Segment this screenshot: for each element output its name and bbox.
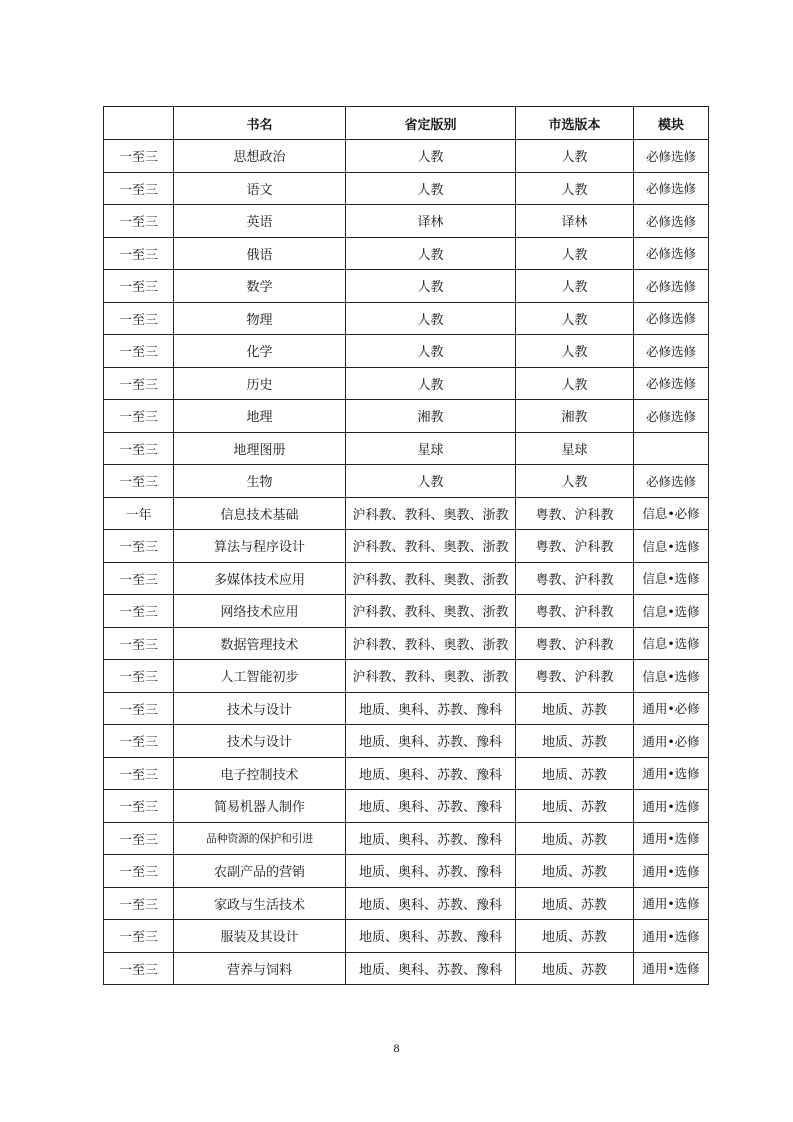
cell-city-edition: 地质、苏教 [516, 757, 634, 790]
cell-book-name: 地理图册 [174, 432, 346, 465]
table-row [104, 237, 709, 270]
cell-grade: 一至三 [104, 367, 174, 400]
cell-provincial-edition: 沪科教、教科、奥教、浙教 [346, 562, 516, 595]
cell-city-edition: 人教 [516, 302, 634, 335]
cell-grade: 一至三 [104, 335, 174, 368]
cell-grade: 一至三 [104, 595, 174, 628]
cell-city-edition: 地质、苏教 [516, 725, 634, 758]
cell-book-name: 思想政治 [174, 140, 346, 173]
cell-city-edition: 地质、苏教 [516, 952, 634, 985]
cell-provincial-edition: 人教 [346, 302, 516, 335]
cell-grade: 一至三 [104, 627, 174, 660]
cell-city-edition: 人教 [516, 237, 634, 270]
table-row [104, 140, 709, 173]
cell-city-edition: 粤教、沪科教 [516, 595, 634, 628]
cell-grade: 一至三 [104, 172, 174, 205]
cell-grade: 一年 [104, 497, 174, 530]
cell-grade: 一至三 [104, 140, 174, 173]
cell-grade: 一至三 [104, 465, 174, 498]
table-row [104, 400, 709, 433]
cell-city-edition: 粤教、沪科教 [516, 497, 634, 530]
table-row [104, 367, 709, 400]
table-row [104, 172, 709, 205]
cell-module [634, 432, 709, 465]
table-body [104, 140, 709, 985]
cell-city-edition: 人教 [516, 367, 634, 400]
cell-grade: 一至三 [104, 530, 174, 563]
table-row [104, 205, 709, 238]
cell-grade: 一至三 [104, 237, 174, 270]
cell-city-edition: 地质、苏教 [516, 887, 634, 920]
table-row [104, 692, 709, 725]
cell-city-edition: 人教 [516, 270, 634, 303]
cell-module: 信息•选修 [634, 562, 709, 595]
cell-book-name: 英语 [174, 205, 346, 238]
cell-book-name: 简易机器人制作 [174, 790, 346, 823]
table-row [104, 952, 709, 985]
cell-module: 通用•选修 [634, 757, 709, 790]
cell-book-name: 信息技术基础 [174, 497, 346, 530]
cell-grade: 一至三 [104, 920, 174, 953]
cell-module: 必修选修 [634, 172, 709, 205]
cell-module: 信息•选修 [634, 595, 709, 628]
cell-provincial-edition: 人教 [346, 335, 516, 368]
cell-module: 必修选修 [634, 237, 709, 270]
cell-module: 信息•必修 [634, 497, 709, 530]
cell-module: 必修选修 [634, 302, 709, 335]
cell-provincial-edition: 地质、奥科、苏教、豫科 [346, 725, 516, 758]
table-row [104, 887, 709, 920]
cell-provincial-edition: 地质、奥科、苏教、豫科 [346, 692, 516, 725]
cell-provincial-edition: 人教 [346, 172, 516, 205]
cell-book-name: 营养与饲料 [174, 952, 346, 985]
cell-city-edition: 译林 [516, 205, 634, 238]
cell-provincial-edition: 沪科教、教科、奥教、浙教 [346, 595, 516, 628]
cell-grade: 一至三 [104, 205, 174, 238]
table-row [104, 497, 709, 530]
cell-grade: 一至三 [104, 855, 174, 888]
cell-provincial-edition: 人教 [346, 270, 516, 303]
cell-city-edition: 人教 [516, 172, 634, 205]
cell-module: 通用•必修 [634, 725, 709, 758]
cell-provincial-edition: 人教 [346, 140, 516, 173]
cell-module: 通用•选修 [634, 790, 709, 823]
page-number: 8 [393, 1041, 400, 1055]
cell-grade: 一至三 [104, 757, 174, 790]
cell-provincial-edition: 星球 [346, 432, 516, 465]
cell-city-edition: 粤教、沪科教 [516, 627, 634, 660]
cell-city-edition: 星球 [516, 432, 634, 465]
cell-book-name: 家政与生活技术 [174, 887, 346, 920]
cell-module: 必修选修 [634, 140, 709, 173]
cell-city-edition: 粤教、沪科教 [516, 530, 634, 563]
cell-module: 通用•选修 [634, 920, 709, 953]
cell-grade: 一至三 [104, 887, 174, 920]
cell-module: 必修选修 [634, 465, 709, 498]
cell-book-name: 品种资源的保护和引进 [174, 822, 346, 855]
cell-provincial-edition: 地质、奥科、苏教、豫科 [346, 757, 516, 790]
cell-city-edition: 湘教 [516, 400, 634, 433]
table-row [104, 465, 709, 498]
cell-module: 通用•选修 [634, 952, 709, 985]
cell-grade: 一至三 [104, 952, 174, 985]
cell-book-name: 算法与程序设计 [174, 530, 346, 563]
cell-book-name: 化学 [174, 335, 346, 368]
cell-book-name: 俄语 [174, 237, 346, 270]
table-row [104, 757, 709, 790]
cell-book-name: 服装及其设计 [174, 920, 346, 953]
table-row [104, 335, 709, 368]
table-header-row [104, 107, 709, 140]
cell-module: 信息•选修 [634, 660, 709, 693]
cell-provincial-edition: 湘教 [346, 400, 516, 433]
cell-module: 信息•选修 [634, 530, 709, 563]
header-city-edition: 市选版本 [516, 107, 634, 140]
table-row [104, 627, 709, 660]
table-row [104, 790, 709, 823]
cell-book-name: 技术与设计 [174, 725, 346, 758]
cell-book-name: 多媒体技术应用 [174, 562, 346, 595]
cell-book-name: 电子控制技术 [174, 757, 346, 790]
cell-city-edition: 粤教、沪科教 [516, 660, 634, 693]
cell-book-name: 人工智能初步 [174, 660, 346, 693]
cell-city-edition: 人教 [516, 140, 634, 173]
cell-city-edition: 人教 [516, 465, 634, 498]
cell-book-name: 网络技术应用 [174, 595, 346, 628]
cell-grade: 一至三 [104, 400, 174, 433]
cell-grade: 一至三 [104, 432, 174, 465]
cell-book-name: 生物 [174, 465, 346, 498]
cell-city-edition: 地质、苏教 [516, 692, 634, 725]
header-module: 模块 [634, 107, 709, 140]
cell-provincial-edition: 沪科教、教科、奥教、浙教 [346, 627, 516, 660]
cell-book-name: 数学 [174, 270, 346, 303]
cell-city-edition: 人教 [516, 335, 634, 368]
header-provincial-edition: 省定版别 [346, 107, 516, 140]
cell-provincial-edition: 地质、奥科、苏教、豫科 [346, 887, 516, 920]
cell-book-name: 物理 [174, 302, 346, 335]
cell-module: 通用•必修 [634, 692, 709, 725]
cell-provincial-edition: 地质、奥科、苏教、豫科 [346, 920, 516, 953]
cell-module: 通用•选修 [634, 855, 709, 888]
header-grade [104, 107, 174, 140]
cell-book-name: 数据管理技术 [174, 627, 346, 660]
cell-provincial-edition: 地质、奥科、苏教、豫科 [346, 822, 516, 855]
cell-provincial-edition: 人教 [346, 237, 516, 270]
cell-grade: 一至三 [104, 725, 174, 758]
cell-grade: 一至三 [104, 660, 174, 693]
cell-grade: 一至三 [104, 270, 174, 303]
cell-book-name: 语文 [174, 172, 346, 205]
cell-grade: 一至三 [104, 822, 174, 855]
table-row [104, 302, 709, 335]
cell-provincial-edition: 译林 [346, 205, 516, 238]
table-row [104, 270, 709, 303]
cell-grade: 一至三 [104, 562, 174, 595]
table-row [104, 725, 709, 758]
cell-module: 必修选修 [634, 335, 709, 368]
cell-city-edition: 地质、苏教 [516, 920, 634, 953]
cell-module: 必修选修 [634, 400, 709, 433]
cell-provincial-edition: 地质、奥科、苏教、豫科 [346, 855, 516, 888]
textbook-table [103, 106, 709, 985]
cell-provincial-edition: 沪科教、教科、奥教、浙教 [346, 530, 516, 563]
table-row [104, 920, 709, 953]
table-row [104, 660, 709, 693]
cell-module: 必修选修 [634, 367, 709, 400]
cell-book-name: 历史 [174, 367, 346, 400]
table-row [104, 530, 709, 563]
cell-book-name: 技术与设计 [174, 692, 346, 725]
table-row [104, 562, 709, 595]
cell-module: 通用•选修 [634, 822, 709, 855]
cell-module: 必修选修 [634, 205, 709, 238]
cell-book-name: 地理 [174, 400, 346, 433]
cell-grade: 一至三 [104, 302, 174, 335]
cell-module: 信息•选修 [634, 627, 709, 660]
cell-city-edition: 地质、苏教 [516, 790, 634, 823]
header-book-name: 书名 [174, 107, 346, 140]
table-row [104, 432, 709, 465]
cell-module: 通用•选修 [634, 887, 709, 920]
cell-city-edition: 地质、苏教 [516, 822, 634, 855]
table-row [104, 822, 709, 855]
cell-provincial-edition: 沪科教、教科、奥教、浙教 [346, 497, 516, 530]
cell-provincial-edition: 人教 [346, 465, 516, 498]
cell-city-edition: 地质、苏教 [516, 855, 634, 888]
cell-module: 必修选修 [634, 270, 709, 303]
cell-provincial-edition: 地质、奥科、苏教、豫科 [346, 952, 516, 985]
cell-book-name: 农副产品的营销 [174, 855, 346, 888]
table-row [104, 595, 709, 628]
cell-provincial-edition: 沪科教、教科、奥教、浙教 [346, 660, 516, 693]
cell-provincial-edition: 地质、奥科、苏教、豫科 [346, 790, 516, 823]
cell-grade: 一至三 [104, 790, 174, 823]
cell-city-edition: 粤教、沪科教 [516, 562, 634, 595]
table-row [104, 855, 709, 888]
cell-grade: 一至三 [104, 692, 174, 725]
cell-provincial-edition: 人教 [346, 367, 516, 400]
